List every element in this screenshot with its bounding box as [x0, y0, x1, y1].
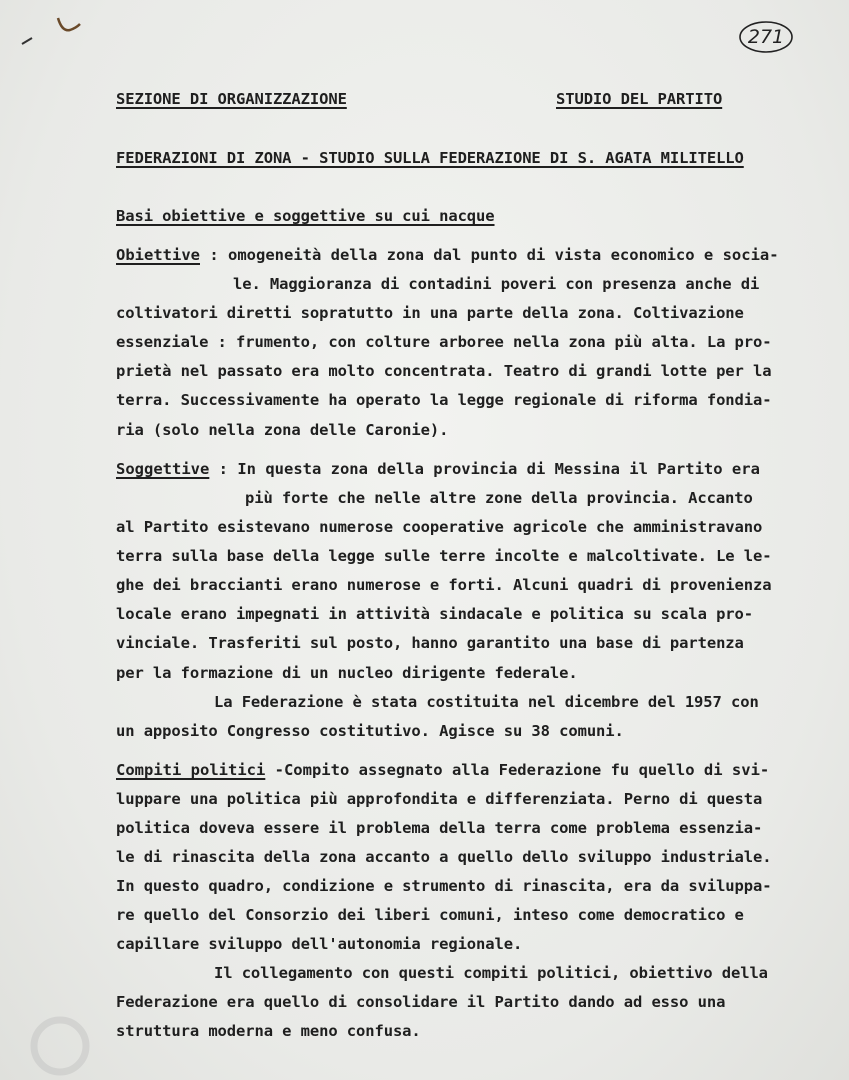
- soggettive-line-0: [116, 459, 760, 479]
- page-number: 271: [747, 26, 785, 48]
- compiti-line-3: le di rinascita della zona accanto a quello dello sviluppo industriale.: [116, 848, 772, 866]
- obiettive-line-1: le. Maggioranza di contadini poveri con presenza anche di: [233, 275, 760, 293]
- federazione-line-0: La Federazione è stata costituita nel dicembre del 1957 con: [214, 693, 759, 711]
- header-study: STUDIO DEL PARTITO: [556, 90, 723, 108]
- compiti-text-0: -Compito assegnato alla Federazione fu quello di svi-: [265, 761, 770, 779]
- compiti-line-4: In questo quadro, condizione e strumento di rinascita, era da sviluppa-: [116, 877, 772, 895]
- soggettive-line-2: al Partito esistevano numerose cooperative agricole che amministravano: [116, 518, 763, 536]
- obiettive-line-0: [116, 245, 779, 265]
- compiti-label: Compiti politici: [116, 761, 266, 779]
- obiettive-label: Obiettive: [116, 246, 200, 264]
- collegamento-line-0: Il collegamento con questi compiti politici, obiettivo della: [214, 964, 768, 982]
- federazione-line-1: un apposito Congresso costitutivo. Agisce su 38 comuni.: [116, 722, 624, 740]
- obiettive-line-4: prietà nel passato era molto concentrata. Teatro di grandi lotte per la: [116, 362, 772, 380]
- compiti-line-0: [116, 760, 769, 780]
- obiettive-text-0: : omogeneità della zona dal punto di vista economico e socia-: [200, 246, 779, 264]
- soggettive-line-4: ghe dei braccianti erano numerose e forti. Alcuni quadri di provenienza: [116, 576, 772, 594]
- soggettive-line-1: più forte che nelle altre zone della provincia. Accanto: [245, 489, 753, 507]
- soggettive-text-0: : In questa zona della provincia di Messina il Partito era: [209, 460, 760, 478]
- obiettive-line-2: coltivatori diretti sopratutto in una parte della zona. Coltivazione: [116, 304, 744, 322]
- collegamento-line-1: Federazione era quello di consolidare il Partito dando ad esso una: [116, 993, 726, 1011]
- obiettive-line-6: ria (solo nella zona delle Caronie).: [116, 421, 449, 439]
- header-section: SEZIONE DI ORGANIZZAZIONE: [116, 90, 347, 108]
- section-title: Basi obiettive e soggettive su cui nacque: [116, 207, 495, 225]
- watermark-logo: [30, 1008, 110, 1078]
- compiti-line-2: politica doveva essere il problema della terra come problema essenzia-: [116, 819, 763, 837]
- soggettive-line-3: terra sulla base della legge sulle terre incolte e malcoltivate. Le le-: [116, 547, 772, 565]
- compiti-line-5: re quello del Consorzio dei liberi comuni, inteso come democratico e: [116, 906, 744, 924]
- compiti-line-6: capillare sviluppo dell'autonomia regionale.: [116, 935, 523, 953]
- obiettive-line-5: terra. Successivamente ha operato la legge regionale di riforma fondia-: [116, 391, 772, 409]
- compiti-line-1: luppare una politica più approfondita e differenziata. Perno di questa: [116, 790, 763, 808]
- soggettive-line-6: vinciale. Trasferiti sul posto, hanno garantito una base di partenza: [116, 634, 744, 652]
- collegamento-line-2: struttura moderna e meno confusa.: [116, 1022, 421, 1040]
- pen-mark: [18, 14, 88, 54]
- soggettive-label: Soggettive: [116, 460, 210, 478]
- obiettive-line-3: essenziale : frumento, con colture arboree nella zona più alta. La pro-: [116, 333, 772, 351]
- document-subtitle: FEDERAZIONI DI ZONA - STUDIO SULLA FEDERAZIONE DI S. AGATA MILITELLO: [116, 149, 744, 167]
- soggettive-line-7: per la formazione di un nucleo dirigente federale.: [116, 664, 578, 682]
- soggettive-line-5: locale erano impegnati in attività sindacale e politica su scala pro-: [116, 605, 753, 623]
